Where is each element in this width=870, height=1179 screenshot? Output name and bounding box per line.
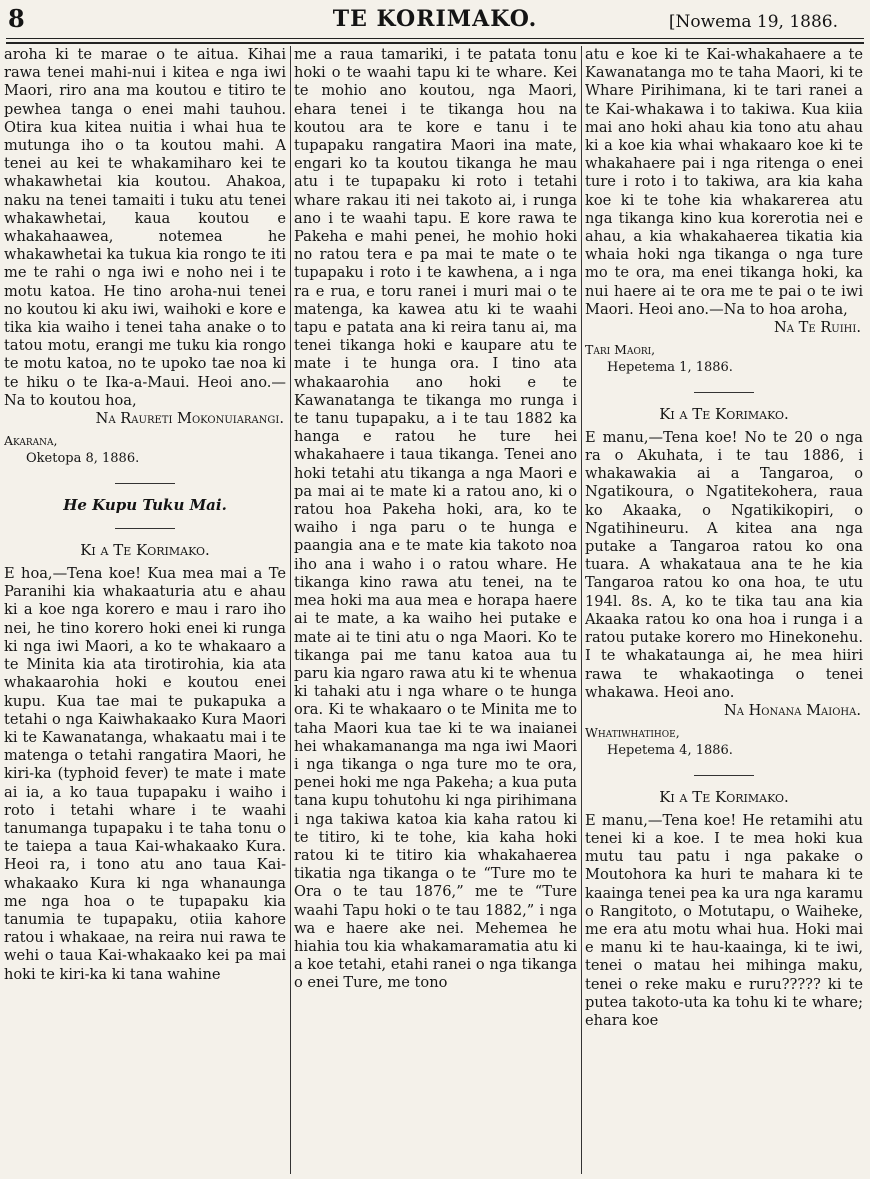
article-text: E manu,—Tena koe! No te 20 o nga ra o Akuhata, i te tau 1886, i whakawakia ai a Tangaroa, o Ngatikoura, o Ngatitekohera, raua ko Akaaka, o Ngatikikopiri, o Ngatihineuru. A kitea ana nga putake a Tangaroa ratou ko ona tuara. A whakataua ana te he kia Tangaroa ratou ko ona hoa, te utu 194l. 8s. A, ko te tika tau ana kia Akaaka ratou ko ona hoa i runga i a ratou putake korero mo Hinekonehu. I te whakataunga ai, he mea hiiri rawa te whakaotinga o tenei whakawa. Heoi ano. (585, 428, 863, 701)
separator (115, 483, 175, 484)
header-rule (6, 38, 864, 39)
column-divider (290, 46, 291, 1174)
issue-date: [Nowema 19, 1886. (668, 12, 838, 32)
dateline-date: Hepetema 4, 1886. (607, 743, 733, 759)
signature: Na Raureti Mokonuiarangi. (95, 410, 284, 428)
dateline-date: Oketopa 8, 1886. (26, 451, 140, 467)
article-text: aroha ki te marae o te aitua. Kihai rawa tenei mahi-nui i kitea e nga iwi Maori, riro ana ma koutou e titiro te pewhea tanga o enei mahi tauhou. Otira kua kitea nuitia i whai hua te mutunga iho o ta koutou mahi. A tenei au kei te whakamiharo kei te whakawhetai kia koutou. Ahakoa, naku na tenei tamaiti i tuku atu tenei whakawhetai, kaua koutou e whakahaawea, notemea he whakawhetai ka tukua kia rongo te iti me te rahi o nga iwi e noho nei i te motu katoa. He tino aroha-nui tenei no koutou ki aku iwi, waihoki e kore e tika kia waiho i tenei taha anake o to tatou motu, erangi me tuku kia rongo te motu katoa, no te upoko tae noa ki te hiku o te Ika-a-Maui. Heoi ano.—Na to koutou hoa, (4, 46, 286, 409)
article-text: E manu,—Tena koe! He retamihi atu tenei ki a koe. I te mea hoki kua mutu tau patu i nga pakake o Moutohora ka huri te mahara ki te kaainga tenei pea ka ura nga karamu o Rangitoto, o Motutapu, o Waiheke, me era atu motu whai hua. Hoki mai e manu ki te hau-kaainga, ki te iwi, tenei o matau hei mihinga maku, tenei o reke maku e ruru????? ki te putea takoto-uta ka tohu ki te whare; ehara koe (585, 811, 863, 1029)
newspaper-title: TE KORIMAKO. (332, 6, 538, 32)
column-3 (585, 46, 863, 1174)
letter-address: Ki a Te Korimako. (659, 787, 789, 806)
column-1 (4, 46, 286, 1174)
column-divider (581, 46, 582, 1174)
dateline-place: Whatiwhatihoe, (585, 725, 680, 741)
letter-address: Ki a Te Korimako. (659, 404, 789, 423)
column-2 (294, 46, 577, 1174)
separator (694, 775, 754, 776)
article-text: me a raua tamariki, i te patata tonu hoki o te waahi tapu ki te whare. Kei te mohio ano koutou, nga Maori, ehara tenei i te tikanga hou na koutou ara te kore e tanu i te tupapaku rangatira Maori ina mate, engari ko ta koutou tikanga he mau atu i te tupapaku ki roto i tetahi whare rakau iti nei takoto ai, i runga ano i te waahi tapu. E kore rawa te Pakeha e mahi penei, he mohio hoki no ratou tera e pa mai te mate o te tupapaku i roto i te kawhena, a i nga ra e rua, e toru ranei i muri mai o te matenga, ka kawea atu ki te waahi tapu e patata ana ki reira tanu ai, ma tenei tikanga hoki e kaupare atu te mate i te hunga ora. I tino ata whakaarohia ano hoki e te Kawanatanga te tikanga mo runga i te tanu tupapaku, a i te tau 1882 ka hanga e ratou he ture hei whakahaere i taua tikanga. Tenei ano hoki tetahi atu tikanga a nga Maori e pa mai ai te mate ki a ratou ano, ki o ratou hoa Pakeha hoki, ara, ko te waiho i nga paru o te hunga e paangia ana e te mate kia takoto noa iho ana i waho i o ratou whare. He tikanga kino rawa atu tenei, na te mea hoki ma aua mea e horapa haere ai te mate, a ka waiho hei putake e mate ai te tini atu o nga Maori. Ko te tikanga pai me tanu katoa aua tu paru kia ngaro rawa atu ki te whenua ki tahaki atu i nga whare o te hunga ora. Ki te whakaaro o te Minita me to taha Maori kua tae ki te wa inaianei hei whakamananga ma nga iwi Maori i nga tikanga o nga ture mo te ora, penei hoki me nga Pakeha; a kua puta tana kupu tohutohu ki nga pirihimana i nga takiwa katoa kia kaha ratou ki te titiro, ki te tohe, kia kaha hoki ratou ki te titiro kia whakahaerea tikatia nga tikanga o te “Ture mo te Ora o te tau 1876,” me te “Ture waahi Tapu hoki o te tau 1882,” i nga wa e haere ake nei. Mehemea he hiahia tou kia whakamaramatia atu ki a koe tetahi, etahi ranei o nga tikanga o enei Ture, me tono (294, 46, 577, 992)
signature: Na Honana Maioha. (723, 701, 861, 719)
dateline-place: Akarana, (4, 433, 58, 449)
page-number: 8 (8, 4, 25, 33)
separator (694, 392, 754, 393)
signature: Na Te Ruihi. (774, 319, 861, 337)
article-text: atu e koe ki te Kai-whakahaere a te Kawanatanga mo te taha Maori, ki te Whare Pirihimana, ki te tari ranei a te Kai-whakawa i to takiwa. Kua kiia mai ano hoki ahau kia tono atu ahau ki a koe kia whai whakaaro koe ki te whakahaere pai i nga ritenga o enei ture i roto i to takiwa, ara kia kaha koe ki te tohe kia whakarerea atu nga tikanga kino kua korerotia nei e ahau, a kia whakahaerea tikatia kia whaia hoki nga tikanga o nga ture mo te ora, ma enei tikanga hoki, ka nui haere ai te ora me te pai o te iwi Maori. Heoi ano.—Na to hoa aroha, (585, 46, 863, 318)
article-text: E hoa,—Tena koe! Kua mea mai a Te Paranihi kia whakaaturia atu e ahau ki a koe nga korero e mau i raro iho nei, he tino korero hoki enei ki runga ki nga iwi Maori, a ko te whakaaro a te Minita kia ata tirotirohia, kia ata whakaarohia hoki e koutou enei kupu. Kua tae mai te pukapuka a tetahi o nga Kaiwhakaako Kura Maori ki te Kawanatanga, whakaatu mai i te matenga o tetahi rangatira Maori, he kiri-ka (typhoid fever) te mate i mate ai ia, a ko taua tupapaku i waiho i roto i tetahi whare i te waahi tanumanga tupapaku i te taha tonu o te taiepa a taua Kai-whakaako Kura. Heoi ra, i tono atu ano taua Kai-whakaako Kura ki nga whanaunga me nga hoa o te tupapaku kia tanumia te tupapaku, otiia kahore ratou i whakaae, na reira nui rawa te wehi o taua Kai-whakaako kei pa mai hoki te kiri-ka ki tana wahine (4, 565, 286, 983)
section-heading: He Kupu Tuku Mai. (63, 495, 227, 514)
dateline-place: Tari Maori, (585, 342, 656, 358)
dateline-date: Hepetema 1, 1886. (607, 360, 733, 376)
header-rule-double (6, 42, 864, 44)
separator (115, 528, 175, 529)
page-header (6, 2, 864, 36)
letter-address: Ki a Te Korimako. (80, 540, 210, 559)
